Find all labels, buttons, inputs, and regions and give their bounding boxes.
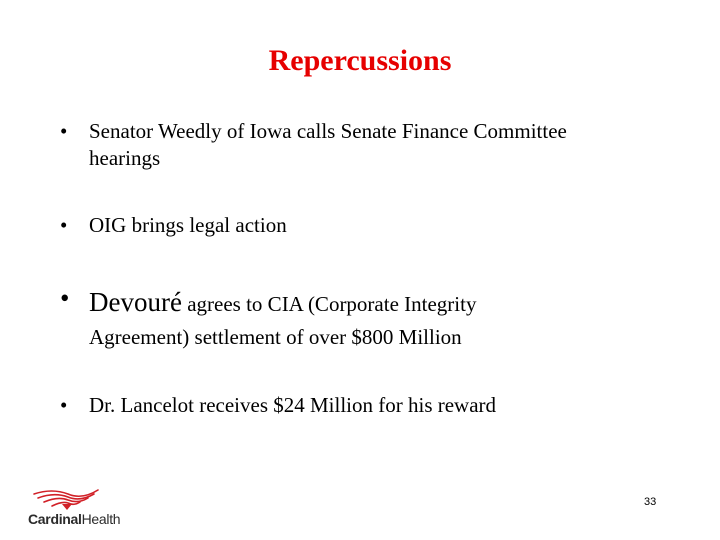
logo-word-cardinal: Cardinal: [28, 511, 82, 527]
page-number: 33: [644, 496, 657, 508]
bullet-icon: •: [60, 283, 70, 313]
bullet-line-2: hearings: [89, 146, 161, 170]
bullet-text: Dr. Lancelot receives $24 Million for his reward: [89, 393, 497, 417]
bullet-line-2: Agreement) settlement of over $800 Million: [89, 325, 462, 349]
bullet-emphasis: Devouré: [89, 287, 182, 317]
bullet-icon: •: [60, 119, 68, 143]
bullet-text: [89, 118, 567, 172]
bullet-icon: •: [60, 393, 68, 417]
bullet-text: OIG brings legal action: [89, 213, 287, 237]
logo-word-health: Health: [81, 511, 121, 527]
bullet-icon: •: [60, 213, 68, 237]
company-logo: [28, 484, 178, 532]
bullet-text: [89, 286, 476, 354]
slide-title: Repercussions: [268, 44, 452, 77]
cardinal-health-wing-icon: [32, 484, 102, 512]
bullet-line-1-rest: agrees to CIA (Corporate Integrity: [181, 292, 477, 316]
logo-wordmark: [28, 511, 120, 527]
bullet-line-1: Senator Weedly of Iowa calls Senate Finance Committee: [89, 119, 567, 143]
